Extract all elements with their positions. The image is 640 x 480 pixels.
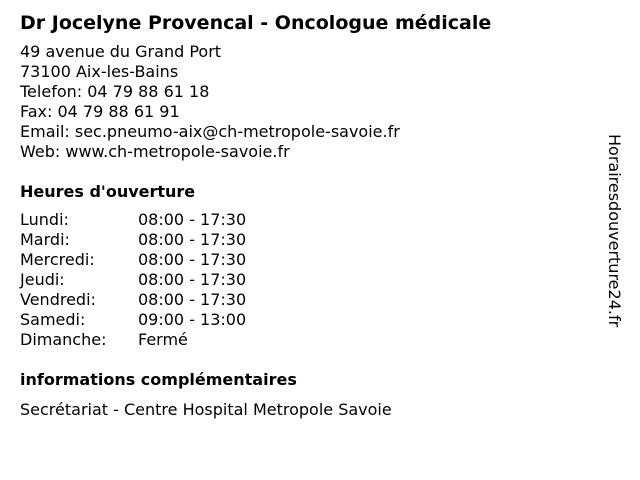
day-label: Jeudi:	[20, 270, 65, 289]
time-range: 09:00 - 13:00	[138, 310, 247, 329]
hours-row-sunday	[20, 330, 600, 350]
time-range: 08:00 - 17:30	[138, 230, 247, 249]
listing	[20, 10, 600, 420]
time-range: 08:00 - 17:30	[138, 250, 247, 269]
day-label: Dimanche:	[20, 330, 107, 349]
time-range: 08:00 - 17:30	[138, 290, 247, 309]
contact-block	[20, 42, 600, 162]
time-range: 08:00 - 17:30	[138, 210, 247, 229]
additional-info-heading: informations complémentaires	[20, 370, 297, 389]
hours-row-friday	[20, 290, 600, 310]
day-label: Mercredi:	[20, 250, 95, 269]
city: 73100 Aix-les-Bains	[20, 62, 179, 81]
page-title: Dr Jocelyne Provencal - Oncologue médicale	[20, 12, 492, 34]
additional-info-text: Secrétariat - Centre Hospital Metropole Savoie	[20, 400, 392, 419]
phone: Telefon: 04 79 88 61 18	[20, 82, 210, 101]
day-label: Samedi:	[20, 310, 86, 329]
day-label: Vendredi:	[20, 290, 96, 309]
time-range: 08:00 - 17:30	[138, 270, 247, 289]
hours-row-monday	[20, 210, 600, 230]
day-label: Lundi:	[20, 210, 69, 229]
hours-row-tuesday	[20, 230, 600, 250]
hours-row-wednesday	[20, 250, 600, 270]
hours-row-saturday	[20, 310, 600, 330]
site-watermark: Horairesdouverture24.fr	[605, 134, 624, 328]
fax: Fax: 04 79 88 61 91	[20, 102, 180, 121]
day-label: Mardi:	[20, 230, 70, 249]
opening-hours-heading: Heures d'ouverture	[20, 182, 196, 201]
email: Email: sec.pneumo-aix@ch-metropole-savoie.fr	[20, 122, 400, 141]
time-range: Fermé	[138, 330, 188, 349]
hours-row-thursday	[20, 270, 600, 290]
website: Web: www.ch-metropole-savoie.fr	[20, 142, 290, 161]
opening-hours-table	[20, 210, 600, 350]
street-address: 49 avenue du Grand Port	[20, 42, 222, 61]
